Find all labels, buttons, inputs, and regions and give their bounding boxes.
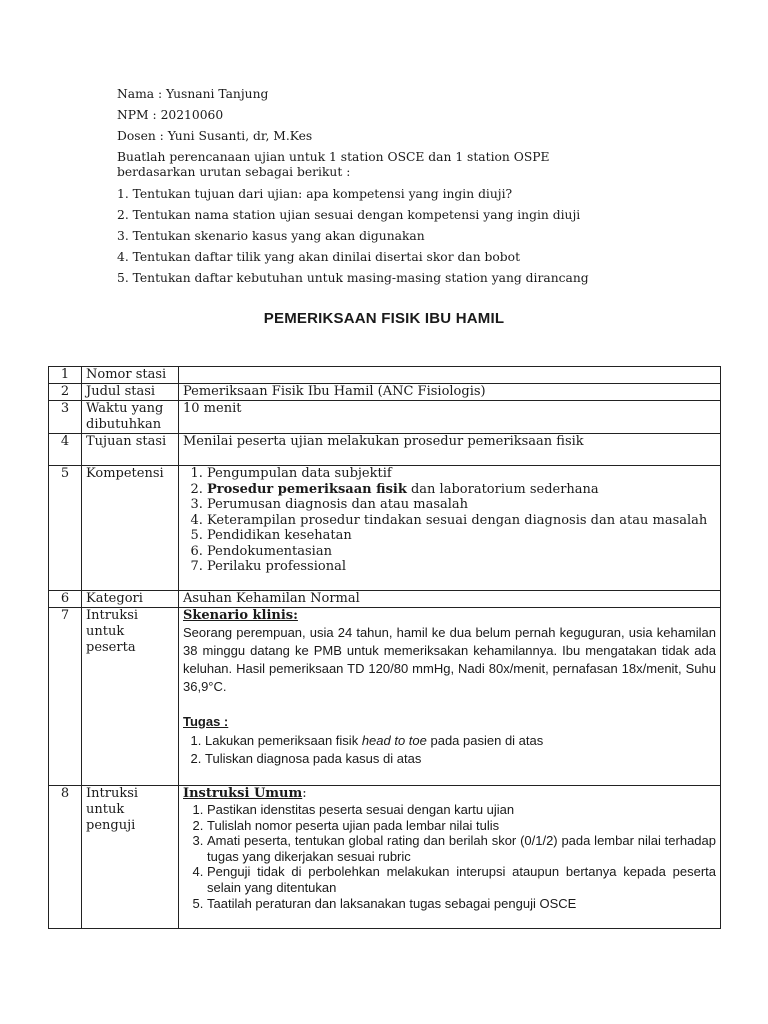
student-name: Nama : Yusnani Tanjung	[117, 87, 269, 101]
competency-item: 6. Pendokumentasian	[207, 544, 716, 560]
table-row	[49, 434, 721, 466]
row-number: 3	[49, 401, 82, 434]
table-row	[49, 367, 721, 384]
scenario-text: Seorang perempuan, usia 24 tahun, hamil ke dua belum pernah keguguran, usia kehamilan 38 minggu datang ke PMB untuk memeriksakan kehamilannya. Ibu mengatakan tidak ada keluhan. Hasil pemeriksaan TD 120/80 mmHg, Nadi 80x/menit, pernafasan 18x/menit, Suhu 36,9°C.	[183, 625, 716, 694]
osce-station-table	[48, 366, 721, 929]
assignment-instruction	[117, 150, 717, 180]
competency-item: 5. Pendidikan kesehatan	[207, 528, 716, 544]
row-number: 4	[49, 434, 82, 466]
row-label: Nomor stasi	[82, 367, 179, 384]
competency-list	[183, 466, 716, 575]
row-number: 5	[49, 466, 82, 591]
instruction-item: 5. Taatilah peraturan dan laksanakan tugas sebagai penguji OSCE	[207, 896, 716, 912]
row-number: 8	[49, 786, 82, 929]
row-label: Intruksi untuk penguji	[82, 786, 179, 929]
general-instruction-heading-text: Instruksi Umum	[183, 786, 303, 801]
scenario-heading: Skenario klinis:	[183, 608, 298, 623]
examiner-instruction-list	[183, 802, 716, 911]
participant-instruction-cell	[179, 608, 721, 786]
row-label: Intruksi untuk peserta	[82, 608, 179, 786]
assignment-instruction-line-2: berdasarkan urutan sebagai berikut :	[117, 165, 351, 179]
row-value: Pemeriksaan Fisik Ibu Hamil (ANC Fisiologis)	[179, 384, 721, 401]
competency-item: 7. Perilaku professional	[207, 559, 716, 575]
spacer	[183, 696, 716, 714]
row-number: 6	[49, 591, 82, 608]
table-row	[49, 401, 721, 434]
assignment-step-2: 2. Tentukan nama station ujian sesuai dengan kompetensi yang ingin diuji	[117, 208, 581, 222]
task-text: pada pasien di atas	[426, 733, 544, 748]
table-row	[49, 786, 721, 929]
student-header	[117, 84, 717, 289]
task-item: 2. Tuliskan diagnosa pada kasus di atas	[205, 750, 716, 768]
competency-list-cell	[179, 466, 721, 591]
competency-item: 4. Keterampilan prosedur tindakan sesuai dengan diagnosis dan atau masalah	[207, 513, 716, 529]
competency-item-bold: Prosedur pemeriksaan fisik	[207, 481, 407, 497]
row-number: 2	[49, 384, 82, 401]
assignment-instruction-line-1: Buatlah perencanaan ujian untuk 1 station OSCE dan 1 station OSPE	[117, 150, 550, 164]
table-row	[49, 591, 721, 608]
examiner-instruction-cell	[179, 786, 721, 929]
table-row	[49, 466, 721, 591]
assignment-step-1: 1. Tentukan tujuan dari ujian: apa kompetensi yang ingin diuji?	[117, 187, 513, 201]
row-value: Menilai peserta ujian melakukan prosedur pemeriksaan fisik	[179, 434, 721, 466]
tasks-heading: Tugas :	[183, 714, 229, 729]
lecturer-name: Dosen : Yuni Susanti, dr, M.Kes	[117, 129, 313, 143]
table-row	[49, 384, 721, 401]
general-instruction-heading	[183, 786, 716, 802]
row-value	[179, 367, 721, 384]
instruction-item: 2. Tulislah nomor peserta ujian pada lembar nilai tulis	[207, 818, 716, 834]
row-label: Waktu yang dibutuhkan	[82, 401, 179, 434]
row-value: Asuhan Kehamilan Normal	[179, 591, 721, 608]
instruction-item: 3. Amati peserta, tentukan global rating dan berilah skor (0/1/2) pada lembar nilai terhadap tugas yang dikerjakan sesuai rubric	[207, 833, 716, 864]
row-number: 1	[49, 367, 82, 384]
competency-item-suffix: dan laboratorium sederhana	[406, 481, 599, 497]
general-instruction-colon: :	[302, 786, 307, 801]
row-number: 7	[49, 608, 82, 786]
assignment-step-5: 5. Tentukan daftar kebutuhan untuk masing-masing station yang dirancang	[117, 271, 589, 285]
assignment-step-4: 4. Tentukan daftar tilik yang akan dinilai disertai skor dan bobot	[117, 250, 521, 264]
task-item	[205, 732, 716, 750]
task-text: Lakukan pemeriksaan fisik	[205, 733, 362, 748]
task-list	[183, 732, 716, 768]
row-value: 10 menit	[179, 401, 721, 434]
student-npm: NPM : 20210060	[117, 108, 224, 122]
instruction-item: 4. Penguji tidak di perbolehkan melakukan interupsi ataupun bertanya kepada peserta selain yang ditentukan	[207, 864, 716, 895]
row-label: Tujuan stasi	[82, 434, 179, 466]
competency-item	[207, 482, 716, 498]
instruction-item: 1. Pastikan idenstitas peserta sesuai dengan kartu ujian	[207, 802, 716, 818]
competency-item: 3. Perumusan diagnosis dan atau masalah	[207, 497, 716, 513]
assignment-step-3: 3. Tentukan skenario kasus yang akan digunakan	[117, 229, 425, 243]
row-label: Judul stasi	[82, 384, 179, 401]
row-label: Kompetensi	[82, 466, 179, 591]
page-title: PEMERIKSAAN FISIK IBU HAMIL	[263, 310, 505, 327]
table-row	[49, 608, 721, 786]
row-label: Kategori	[82, 591, 179, 608]
competency-item: 1. Pengumpulan data subjektif	[207, 466, 716, 482]
task-text-emphasis: head to toe	[361, 733, 427, 748]
